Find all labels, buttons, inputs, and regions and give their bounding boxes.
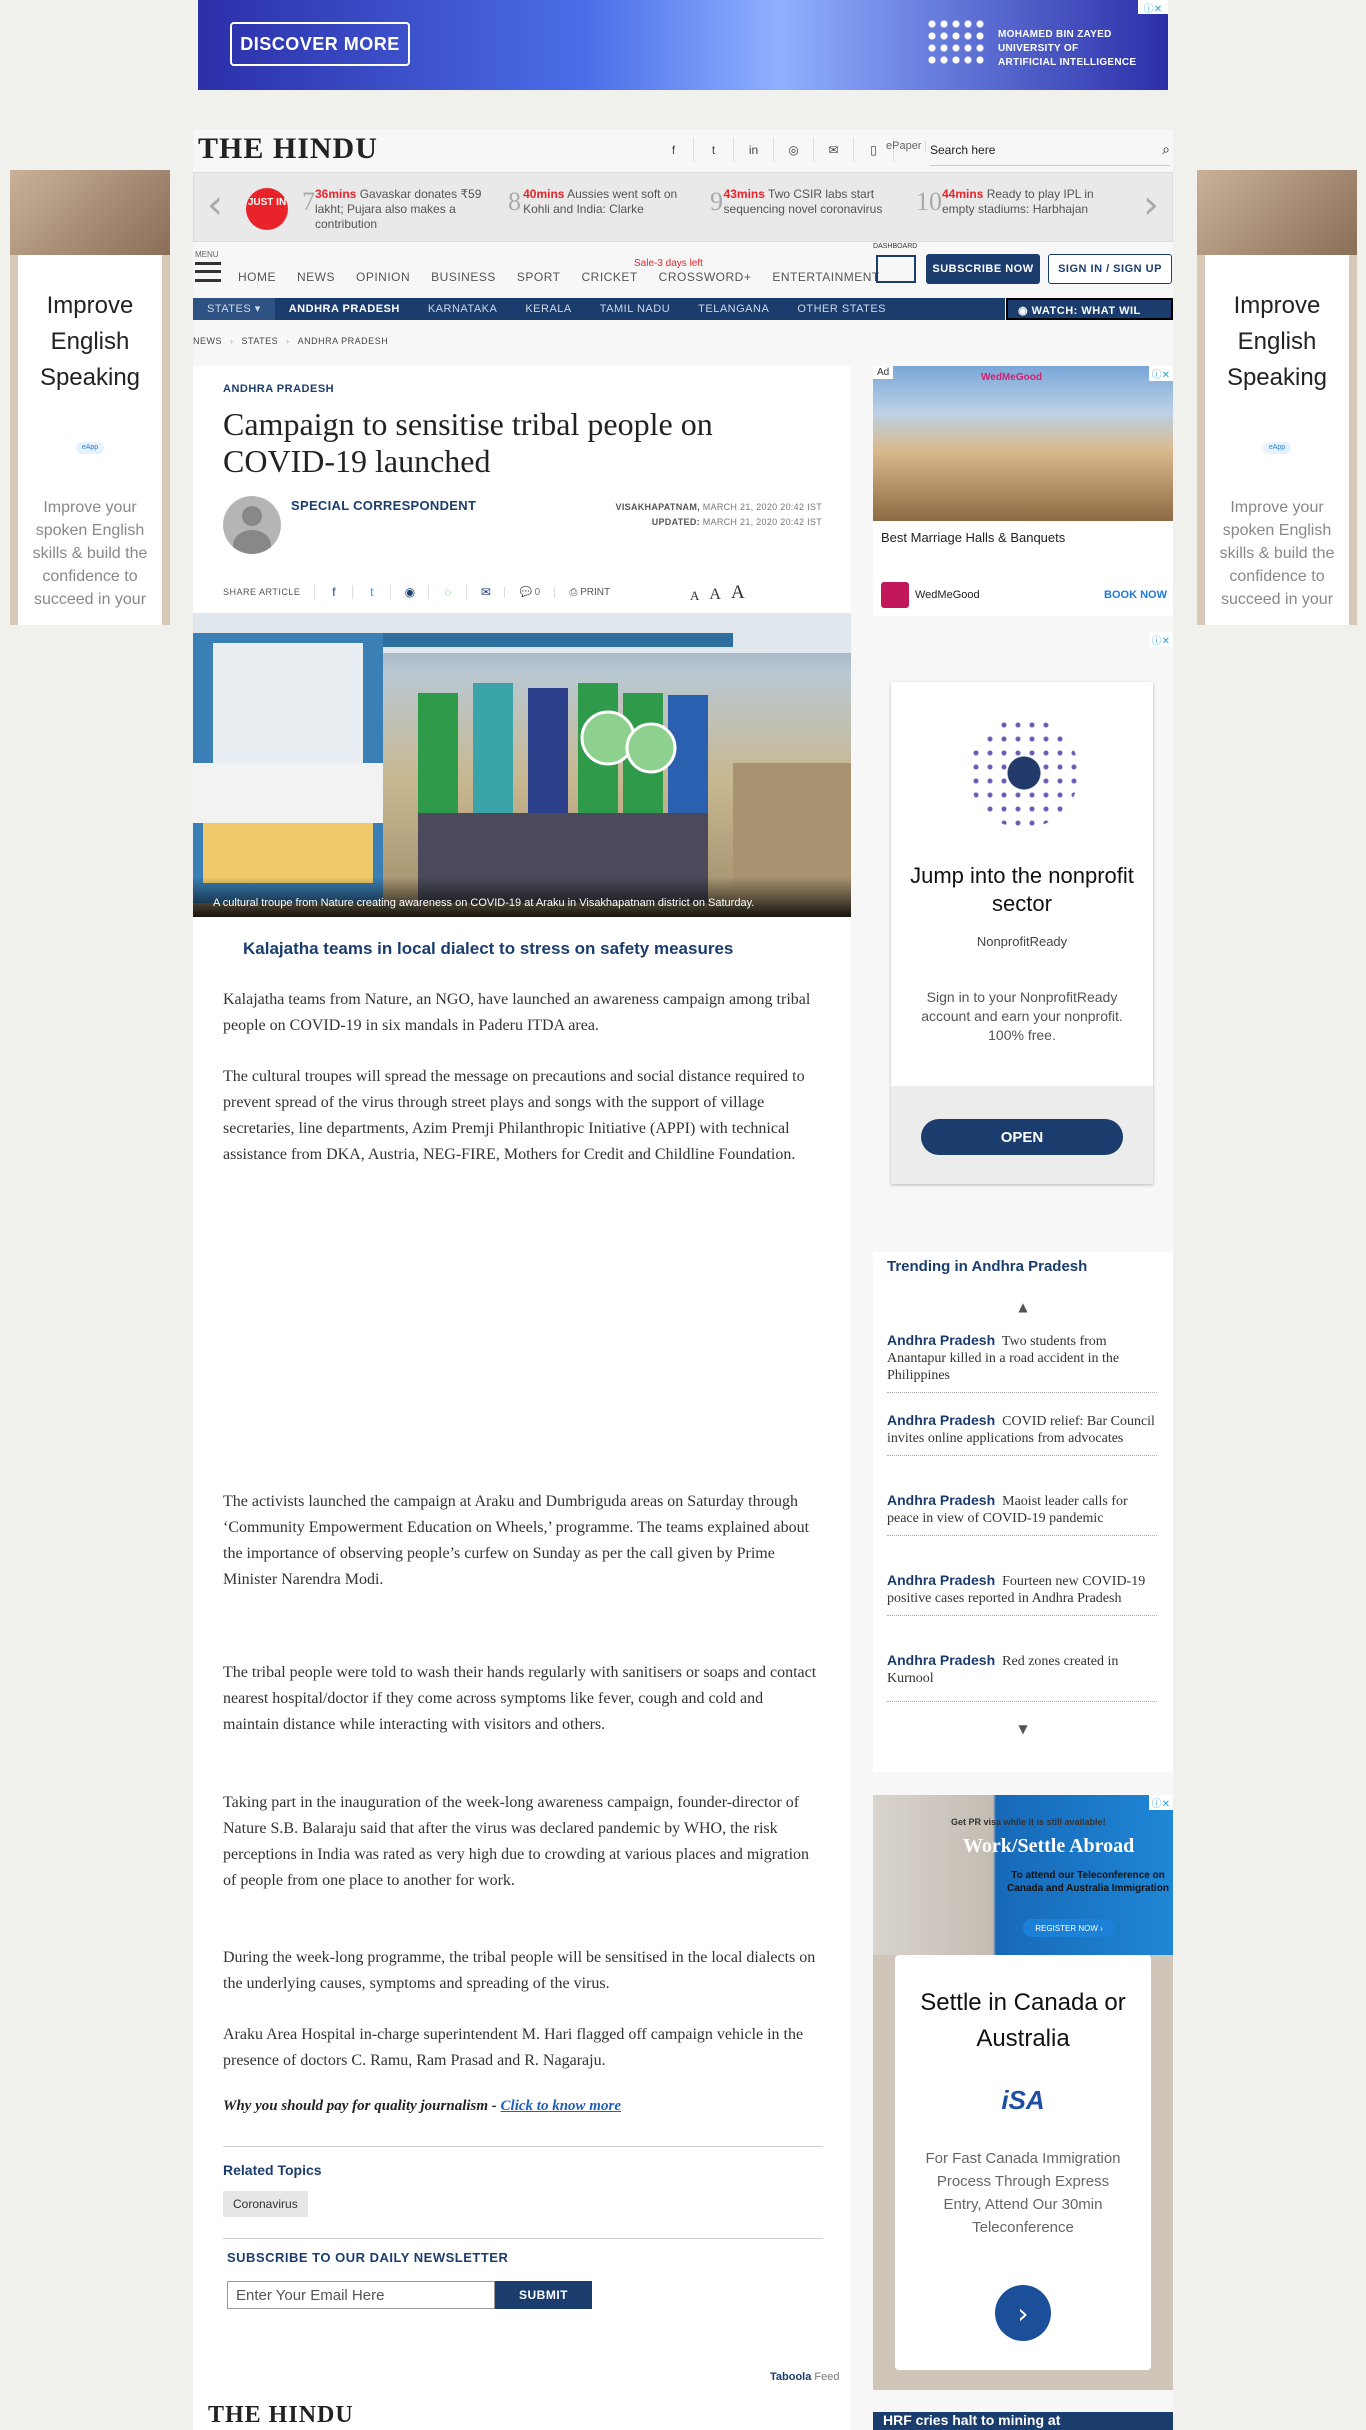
ticker-item[interactable] bbox=[302, 187, 492, 232]
ad-brand-name: WedMeGood bbox=[915, 589, 980, 601]
ticker-item[interactable] bbox=[508, 187, 698, 217]
state-telangana[interactable]: TELANGANA bbox=[698, 303, 770, 315]
ticker-text bbox=[942, 187, 1116, 217]
adchoices-icon[interactable]: ⓘ✕ bbox=[1138, 0, 1168, 14]
ad-photo bbox=[10, 170, 170, 255]
nav-entertainment[interactable]: ENTERTAINMENT bbox=[772, 270, 880, 284]
author-name[interactable]: SPECIAL CORRESPONDENT bbox=[291, 498, 477, 513]
hamburger-menu-icon[interactable] bbox=[195, 262, 221, 282]
font-size-controls bbox=[690, 582, 755, 604]
linkedin-icon[interactable]: in bbox=[734, 138, 774, 162]
ticker-number: 10 bbox=[916, 187, 942, 216]
sign-in-button[interactable]: SIGN IN / SIGN UP bbox=[1048, 254, 1172, 284]
updated-date: MARCH 21, 2020 20:42 IST bbox=[702, 517, 822, 527]
social-links bbox=[654, 138, 894, 162]
chevron-right-icon[interactable]: › bbox=[1143, 182, 1159, 228]
topic-chip[interactable]: Coronavirus bbox=[223, 2191, 308, 2217]
ticker-item[interactable] bbox=[916, 187, 1116, 217]
app-badge: eApp bbox=[1263, 442, 1291, 454]
watch-label: WATCH: WHAT WIL bbox=[1031, 305, 1141, 317]
author-avatar bbox=[223, 496, 281, 554]
chevron-left-icon[interactable]: ‹ bbox=[207, 182, 223, 228]
nav-sport[interactable]: SPORT bbox=[516, 270, 561, 284]
nav-opinion[interactable]: OPINION bbox=[356, 270, 411, 284]
image-caption: A cultural troupe from Nature creating awareness on COVID-19 at Araku in Visakhapatnam district on Saturday. bbox=[193, 877, 851, 917]
nav-business[interactable]: BUSINESS bbox=[431, 270, 496, 284]
newsletter-submit-button[interactable]: SUBMIT bbox=[495, 2281, 592, 2309]
next-story-banner[interactable]: HRF cries halt to mining at bbox=[873, 2412, 1173, 2430]
search-icon[interactable]: ⌕ bbox=[1162, 141, 1170, 157]
search-input[interactable] bbox=[930, 143, 1130, 157]
isa-logo: iSA bbox=[1001, 2085, 1045, 2115]
font-large-button[interactable]: A bbox=[730, 582, 745, 603]
top-banner-ad[interactable] bbox=[198, 0, 1168, 90]
ad-photo bbox=[873, 366, 1173, 521]
paywall-text: Why you should pay for quality journalism - bbox=[223, 2098, 501, 2114]
ad-brand: NonprofitReady bbox=[976, 934, 1068, 949]
adchoices-icon[interactable]: ⓘ✕ bbox=[1149, 366, 1173, 381]
main-nav bbox=[238, 270, 901, 284]
trending-tag[interactable]: Andhra Pradesh bbox=[887, 1332, 996, 1348]
ad-brand-top: WedMeGood bbox=[981, 372, 1042, 383]
breadcrumb-andhra-pradesh[interactable]: ANDHRA PRADESH bbox=[297, 336, 389, 346]
ad-title: Best Marriage Halls & Banquets bbox=[881, 530, 1066, 545]
whatsapp-icon[interactable]: ◌ bbox=[428, 585, 466, 599]
ticker-time: 44mins bbox=[942, 187, 984, 201]
search-bar bbox=[930, 134, 1170, 166]
discover-more-button[interactable]: DISCOVER MORE bbox=[230, 22, 410, 66]
ad-photo bbox=[1197, 170, 1357, 255]
nav-news[interactable]: NEWS bbox=[297, 270, 335, 284]
just-in-ticker bbox=[193, 172, 1173, 242]
nonprofit-ad[interactable] bbox=[873, 632, 1173, 1232]
nav-cricket[interactable]: CRICKET bbox=[581, 270, 638, 284]
chevron-right-icon[interactable]: › bbox=[995, 2285, 1051, 2341]
breadcrumb bbox=[193, 336, 388, 346]
ad-body: Improve your spoken English skills & build the confidence to succeed in your bbox=[1219, 499, 1335, 608]
ticker-number: 7 bbox=[302, 187, 315, 216]
just-in-badge: JUST IN bbox=[246, 188, 288, 230]
divider bbox=[223, 2146, 823, 2147]
adchoices-icon[interactable]: ⓘ✕ bbox=[1149, 632, 1173, 647]
breadcrumb-news[interactable]: NEWS bbox=[193, 336, 222, 346]
divider bbox=[223, 2238, 823, 2239]
ad-attend-text: To attend our Teleconference on Canada and Australia Immigration bbox=[1007, 1870, 1169, 1894]
trending-tag[interactable]: Andhra Pradesh bbox=[887, 1652, 996, 1668]
paywall-link[interactable]: Click to know more bbox=[500, 2098, 621, 2114]
breadcrumb-separator: › bbox=[230, 336, 234, 346]
dateline-place: VISAKHAPATNAM, bbox=[615, 502, 700, 512]
state-andhra-pradesh[interactable]: ANDHRA PRADESH bbox=[288, 303, 400, 315]
state-karnataka[interactable]: KARNATAKA bbox=[427, 303, 498, 315]
ticker-number: 9 bbox=[710, 187, 723, 216]
ad-pr-text: Get PR visa while it is still available! bbox=[951, 1817, 1106, 1827]
register-now-button[interactable]: REGISTER NOW › bbox=[1023, 1919, 1115, 1937]
ad-headline: Settle in Canada or Australia bbox=[920, 1989, 1126, 2052]
right-side-ad[interactable] bbox=[1197, 170, 1357, 625]
instagram-icon[interactable]: ◎ bbox=[774, 138, 814, 162]
breadcrumb-states[interactable]: STATES bbox=[241, 336, 279, 346]
menu-label: MENU bbox=[195, 250, 219, 259]
article-paragraph: During the week-long programme, the tribal people will be sensitised in the local dialects on the underlying causes, symptoms and spreading of the virus. bbox=[223, 1949, 816, 1992]
ad-sponsor-text bbox=[998, 28, 1136, 70]
trending-headline[interactable]: Two students from Anantapur killed in a road accident in the Philippines bbox=[887, 1334, 1120, 1383]
sponsor-line: UNIVERSITY OF bbox=[998, 43, 1079, 54]
taboola-feed-label: Feed bbox=[814, 2371, 840, 2383]
ad-label: Ad bbox=[873, 366, 893, 379]
trending-item[interactable] bbox=[887, 1652, 1157, 1702]
sponsor-line: ARTIFICIAL INTELLIGENCE bbox=[998, 57, 1137, 68]
dashboard-label: DASHBOARD bbox=[873, 243, 918, 250]
paywall-note bbox=[223, 2098, 621, 2115]
ad-body: For Fast Canada Immigration Process Through Express Entry, Attend Our 30min Teleconference bbox=[925, 2150, 1121, 2236]
wedmegood-logo-icon bbox=[881, 582, 909, 608]
ad-work-text: Work/Settle Abroad bbox=[963, 1835, 1135, 1857]
dashboard-icon[interactable] bbox=[876, 255, 916, 283]
state-tamil-nadu[interactable]: TAMIL NADU bbox=[599, 303, 671, 315]
ticker-text bbox=[315, 187, 492, 232]
section-label[interactable]: ANDHRA PRADESH bbox=[223, 383, 335, 395]
article-paragraph: Araku Area Hospital in-charge superintendent M. Hari flagged off campaign vehicle in the presence of doctors C. Ramu, Ram Prasad and R. Nagaraju. bbox=[223, 2026, 804, 2069]
epaper-link[interactable]: ePaper bbox=[886, 140, 926, 152]
trending-headline[interactable]: Red zones created in Kurnool bbox=[887, 1654, 1119, 1686]
scroll-up-icon[interactable]: ▲ bbox=[1018, 1300, 1028, 1314]
play-icon: ◉ bbox=[1018, 305, 1032, 317]
share-label: SHARE ARTICLE bbox=[223, 587, 301, 597]
article-paragraph: Taking part in the inauguration of the week-long awareness campaign, founder-director of Nature S.B. Balaraju said that after the virus was declared pandemic by WHO, the risk perceptions in India was rated as very high due to crowding at various places and migration of people from one place to another for work. bbox=[223, 1794, 810, 1889]
ticker-headline: Ready to play IPL in empty stadiums: Harbhajan bbox=[942, 187, 1094, 216]
ticker-headline: Aussies went soft on Kohli and India: Clarke bbox=[523, 187, 678, 216]
mail-icon[interactable]: ✉ bbox=[466, 585, 504, 599]
article-subhead: Kalajatha teams in local dialect to stress on safety measures bbox=[243, 939, 734, 958]
ticker-headline: Gavaskar donates ₹59 lakht; Pujara also makes a contribution bbox=[315, 187, 482, 231]
state-kerala[interactable]: KERALA bbox=[525, 303, 572, 315]
ad-body: Improve your spoken English skills & build the confidence to succeed in your bbox=[32, 499, 148, 608]
twitter-icon[interactable]: t bbox=[694, 138, 734, 162]
breadcrumb-separator: › bbox=[286, 336, 290, 346]
subscribe-button[interactable]: SUBSCRIBE NOW bbox=[926, 254, 1040, 284]
sponsor-line: MOHAMED BIN ZAYED bbox=[998, 29, 1112, 40]
ticker-number: 8 bbox=[508, 187, 521, 216]
university-logo-icon bbox=[926, 18, 988, 68]
sale-badge: Sale-3 days left bbox=[634, 258, 703, 269]
nav-crossword[interactable]: CROSSWORD+ bbox=[658, 270, 752, 284]
published-date: MARCH 21, 2020 20:42 IST bbox=[702, 502, 822, 512]
ad-card bbox=[895, 1955, 1151, 2370]
trending-item[interactable] bbox=[887, 1332, 1157, 1393]
ticker-text bbox=[724, 187, 900, 217]
article-paragraph: The activists launched the campaign at Araku and Dumbriguda areas on Saturday through ‘Community Empowerment Education on Wheels,’ programme. The teams explained about the importance of observing people’s curfew on Sunday as per the call given by Prime Minister Narendra Modi. bbox=[223, 1493, 810, 1588]
states-bar bbox=[193, 298, 1005, 320]
trending-tag[interactable]: Andhra Pradesh bbox=[887, 1572, 996, 1588]
states-dropdown[interactable]: STATES ▾ bbox=[193, 298, 275, 320]
article-paragraph: The tribal people were told to wash their hands regularly with sanitisers or soaps and contact nearest hospital/doctor if they come across symptoms like fever, cough and cold and maintain distance while interacting with visitors and others. bbox=[223, 1664, 817, 1733]
app-badge: eApp bbox=[76, 442, 104, 454]
taboola-feed-link[interactable] bbox=[770, 2371, 840, 2383]
open-button[interactable]: OPEN bbox=[921, 1119, 1123, 1155]
ad-body: Sign in to your NonprofitReady account and earn your nonprofit. 100% free. bbox=[921, 989, 1123, 1043]
font-small-button[interactable]: A bbox=[690, 588, 700, 603]
share-bar bbox=[223, 580, 624, 604]
article-paragraph: Kalajatha teams from Nature, an NGO, have launched an awareness campaign among tribal people on COVID-19 in six mandals in Paderu ITDA area. bbox=[223, 991, 811, 1034]
comment-icon[interactable]: 💬 0 bbox=[504, 587, 554, 598]
related-topics-title: Related Topics bbox=[223, 2162, 322, 2178]
trending-title: Trending in Andhra Pradesh bbox=[887, 1258, 1088, 1275]
hero-illustration bbox=[193, 613, 851, 917]
watch-video-link[interactable] bbox=[1006, 298, 1173, 320]
article-hero-image[interactable] bbox=[193, 613, 851, 917]
mobile-icon[interactable]: ▯ bbox=[854, 138, 894, 162]
ticker-headline: Two CSIR labs start sequencing novel coronavirus bbox=[723, 187, 883, 216]
ticker-time: 43mins bbox=[723, 187, 765, 201]
trending-widget bbox=[873, 1252, 1173, 1772]
ticker-time: 36mins bbox=[315, 187, 357, 201]
immigration-ad[interactable] bbox=[873, 1795, 1173, 2390]
ticker-item[interactable] bbox=[710, 187, 900, 217]
trending-item[interactable] bbox=[887, 1572, 1157, 1616]
ad-headline: Improve English Speaking bbox=[39, 292, 141, 391]
trending-headline[interactable]: Maoist leader calls for peace in view of COVID-19 pandemic bbox=[887, 1494, 1128, 1526]
ticker-time: 40mins bbox=[523, 187, 565, 201]
reddit-icon[interactable]: ◉ bbox=[390, 585, 428, 599]
taboola-brand: Taboola bbox=[770, 2371, 812, 2383]
published-line bbox=[560, 500, 822, 515]
site-logo[interactable]: THE HINDU bbox=[198, 132, 378, 165]
newsletter-email-input[interactable] bbox=[227, 2281, 495, 2309]
book-now-button[interactable]: BOOK NOW bbox=[1104, 589, 1167, 601]
mail-icon[interactable]: ✉ bbox=[814, 138, 854, 162]
print-button[interactable]: ⎙ PRINT bbox=[554, 587, 624, 598]
dateline bbox=[560, 500, 822, 530]
newsletter-title: SUBSCRIBE TO OUR DAILY NEWSLETTER bbox=[227, 2250, 509, 2265]
facebook-icon[interactable]: f bbox=[654, 138, 694, 162]
updated-label: UPDATED: bbox=[651, 517, 700, 527]
adchoices-icon[interactable]: ⓘ✕ bbox=[1149, 1795, 1173, 1810]
footer-logo[interactable]: THE HINDU bbox=[208, 2402, 354, 2428]
scroll-down-icon[interactable]: ▼ bbox=[1018, 1722, 1028, 1736]
wedmegood-ad[interactable] bbox=[873, 366, 1173, 616]
nonprofit-logo-icon bbox=[969, 718, 1079, 828]
trending-item[interactable] bbox=[887, 1412, 1157, 1456]
left-side-ad[interactable] bbox=[10, 170, 170, 625]
trending-headline[interactable]: Fourteen new COVID-19 positive cases reported in Andhra Pradesh bbox=[887, 1574, 1146, 1606]
ad-headline: Jump into the nonprofit sector bbox=[910, 863, 1134, 916]
state-other[interactable]: OTHER STATES bbox=[797, 303, 887, 315]
trending-tag[interactable]: Andhra Pradesh bbox=[887, 1492, 996, 1508]
ad-headline: Improve English Speaking bbox=[1226, 292, 1328, 391]
twitter-icon[interactable]: t bbox=[352, 585, 390, 599]
ticker-text bbox=[523, 187, 698, 217]
trending-tag[interactable]: Andhra Pradesh bbox=[887, 1412, 996, 1428]
ad-card bbox=[891, 682, 1153, 1184]
article-headline: Campaign to sensitise tribal people on COVID-19 launched bbox=[223, 406, 713, 479]
font-medium-button[interactable]: A bbox=[709, 586, 721, 603]
nav-home[interactable]: HOME bbox=[238, 270, 276, 284]
article-paragraph: The cultural troupes will spread the message on precautions and social distance required to prevent spread of the virus through street plays and songs with the support of village secretaries, line departments, Azim Premji Philanthropic Initiative (APPI) with technical assistance from DKA, Austria, NEG-FIRE, Mothers for Credit and Childline Foundation. bbox=[223, 1068, 805, 1163]
updated-line bbox=[560, 515, 822, 530]
facebook-icon[interactable]: f bbox=[314, 585, 352, 599]
trending-item[interactable] bbox=[887, 1492, 1157, 1536]
trending-headline[interactable]: COVID relief: Bar Council invites online applications from advocates bbox=[887, 1414, 1155, 1446]
